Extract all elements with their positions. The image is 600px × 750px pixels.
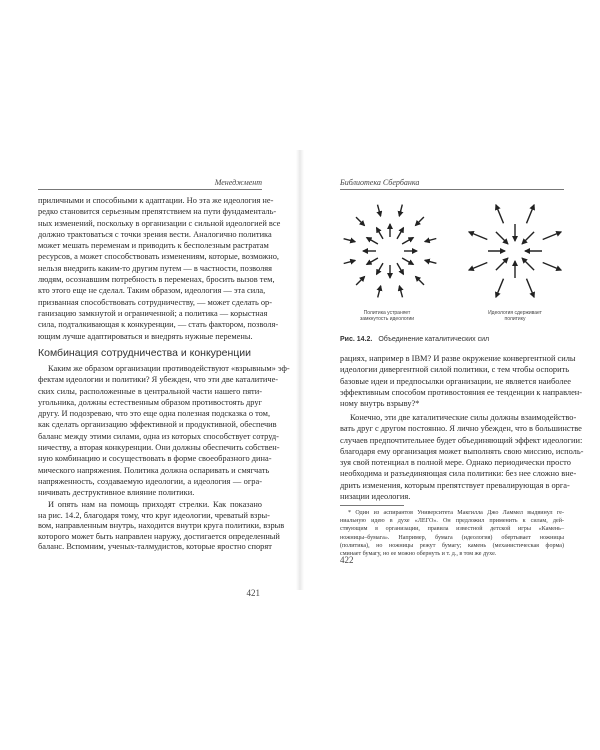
text-line: редко становится серьезным препятствием на пути фундаменталь-: [38, 207, 277, 217]
text-line: необходима и разъединяющая сила политики: без нее сложно вне-: [340, 469, 577, 479]
inward-arrows-group: [344, 205, 437, 298]
text-line: баланс между этими силами, одна из которых способствует сотруд-: [38, 431, 279, 441]
footnote-line: (политика), но ножницы режут бумагу; камень (механистическая форма): [340, 542, 564, 549]
arrow: [344, 260, 356, 263]
arrow: [543, 263, 562, 271]
figure-14-2: [340, 196, 564, 322]
running-head: Библиотека Сбербанка: [340, 178, 420, 187]
text-line: ных изменений, поскольку в организации с сильной идеологией все: [38, 218, 281, 228]
text-line: приличными и способными к адаптации. Но эта же идеология не-: [38, 196, 274, 205]
text-line: другу. И подозреваю, что это еще одна полезная подсказка о том,: [38, 409, 271, 419]
header-rule: [340, 189, 564, 190]
figure-label-right: Идеология сдерживает политику: [488, 310, 542, 322]
text-line: напряженность, создаваемую идеологии, а идеология — огра-: [38, 476, 262, 486]
text-line: угольника, должны естественным образом противостоять друг: [38, 397, 262, 407]
page-number: 421: [246, 588, 260, 598]
arrow: [356, 217, 365, 226]
text-line: ющим лучше адаптироваться и внедрять нужные перемены.: [38, 331, 253, 341]
text-line: И опять нам на помощь приходят стрелки. Как показано: [48, 500, 262, 509]
text-line: рациях, например в IBM? И разве окружение конвергентной силы: [340, 354, 576, 363]
arrow: [377, 263, 384, 274]
text-line: мического напряжения. Политика должна оспаривать и смягчать: [38, 465, 270, 475]
arrow: [522, 258, 534, 270]
text-line: людям, осознавшим потребность в переменах, бросить вызов тем,: [38, 275, 275, 285]
text-line: ничеству, а вторая конкуренции. Они должны обеспечить собствен-: [38, 443, 280, 453]
text-line: ганизацию замкнутой и ограниченной; а политика — корыстная: [38, 308, 268, 318]
arrow: [425, 260, 437, 263]
paragraph: [38, 500, 285, 553]
text-line: сила, подталкивающая к конкуренции, — стать фактором, позволя-: [38, 320, 279, 330]
outward-arrows-group: [469, 205, 561, 297]
caption-text: Объединение каталитических сил: [378, 336, 490, 343]
footnote-line: сминает бумагу, но ее можно обернуть и т. д., в том же духе.: [340, 551, 497, 558]
text-line: случаев предпочтительнее будет объединяющий эффект идеологии:: [340, 435, 583, 445]
text-line: благодаря ему организация может выполнять свою миссию, исполь-: [340, 446, 584, 456]
arrow: [469, 232, 488, 240]
text-line: Каким же образом организации противодействуют «взрывным» эф-: [48, 364, 290, 373]
arrow: [377, 228, 384, 239]
arrow: [496, 232, 508, 244]
text-line: вом, направленным внутрь, находится внутри круга политики, взрыв: [38, 521, 285, 531]
text-line: на рис. 14.2, благодаря тому, что круг идеологии, чреватый взры-: [38, 510, 270, 520]
header-rule: [38, 189, 262, 190]
arrow: [367, 258, 378, 265]
arrow: [344, 239, 356, 242]
text-line: низации идеология.: [340, 492, 411, 502]
arrow: [356, 277, 365, 286]
text-line: ских силы, расположенные в центральной части нашего пяти-: [38, 386, 262, 396]
arrow: [397, 228, 404, 239]
arrow: [496, 258, 508, 270]
paragraph: [38, 363, 290, 499]
arrow: [399, 205, 402, 217]
arrow: [496, 205, 504, 224]
footnote-line: ножницы–бумага». Например, бумага (идеология) обертывает ножницы: [340, 534, 564, 541]
text-line: эффективным способом противостояния ее тенденции к направлен-: [340, 387, 583, 397]
arrow: [527, 279, 535, 298]
arrow: [402, 238, 413, 245]
text-line: нельзя внедрить каким-то другим путем — в частности, позволяя: [38, 263, 272, 273]
arrow: [469, 263, 488, 271]
text-line: фектам идеологии и политики? Я убежден, что эти две каталитиче-: [38, 375, 279, 385]
paragraph: [340, 412, 584, 502]
paragraph: [38, 195, 281, 342]
text-line: ную комбинацию и сосуществовать в форме своеобразного дина-: [38, 454, 272, 464]
section-heading: Комбинация сотрудничества и конкуренции: [38, 347, 252, 359]
arrow: [415, 217, 424, 226]
footnote: [340, 509, 564, 558]
footnote-line: ниальную идею в духе «ЛЕГО». Он предложил применить к силам, дей-: [340, 518, 564, 525]
footnote-line: * Один из аспирантов Университета Макгилла Джо Ламмел выдвинул ге-: [348, 510, 564, 516]
text-line: должно трактоваться с точки зрения вести. Аналогично политика: [38, 229, 272, 239]
text-line: ному внутрь взрыву?*: [340, 399, 420, 409]
text-line: кто этого еще не сделал. Таким образом, идеология — эта сила,: [38, 286, 266, 296]
text-line: ничивать деструктивное влияние политики.: [38, 488, 195, 498]
arrow: [367, 238, 378, 245]
arrow: [522, 232, 534, 244]
page-number: 422: [340, 555, 354, 565]
arrow: [496, 279, 504, 298]
caption-number: Рис. 14.2.: [340, 336, 373, 343]
footnote-rule: [340, 505, 404, 506]
running-head: Менеджмент: [214, 178, 262, 187]
text-line: баланс. Вспомним, ученых-талмудистов, которые яростно спорят: [38, 542, 272, 552]
arrow: [399, 286, 402, 298]
text-line: Конечно, эти две каталитические силы должны взаимодейство-: [350, 413, 577, 422]
text-line: зуя свой потенциал в полной мере. Однако периодически просто: [340, 458, 571, 468]
paragraph: [340, 353, 583, 409]
arrow: [397, 263, 404, 274]
figure-caption: [340, 336, 489, 343]
arrow: [543, 232, 562, 240]
text-line: ресурсов, а может способствовать изменениям, которые, возможно,: [38, 252, 279, 262]
arrows-diagram: [340, 196, 564, 316]
text-line: дрить изменения, которым препятствует превалирующая в орга-: [340, 480, 570, 490]
arrow: [527, 205, 535, 224]
footnote-line: ствующим в организации, правила известной детской игры «Камень–: [340, 526, 564, 533]
arrow: [402, 258, 413, 265]
arrow: [425, 239, 437, 242]
text-line: которого может быть направлен наружу, достигается определенный: [38, 531, 280, 541]
arrow: [378, 286, 381, 298]
text-line: может мешать переменам и приводить к бесполезным растратам: [38, 241, 269, 251]
text-line: идеологии дивергентной силой политики, с тем чтобы оспорить: [340, 365, 570, 375]
arrow: [416, 276, 425, 285]
arrow: [378, 205, 381, 217]
figure-label-left: Политика устраняет замкнутость идеологии: [359, 310, 415, 322]
text-line: вать друг с другом постоянно. Я лично убежден, что в большинстве: [340, 424, 582, 434]
text-line: базовые идеи и предпосылки организации, не является наиболее: [340, 376, 571, 386]
right-page: [300, 0, 600, 750]
text-line: как сделать организацию эффективной и продуктивной, обеспечив: [38, 420, 277, 430]
text-line: призванная способствовать сотрудничеству, — может сделать op-: [38, 297, 273, 307]
